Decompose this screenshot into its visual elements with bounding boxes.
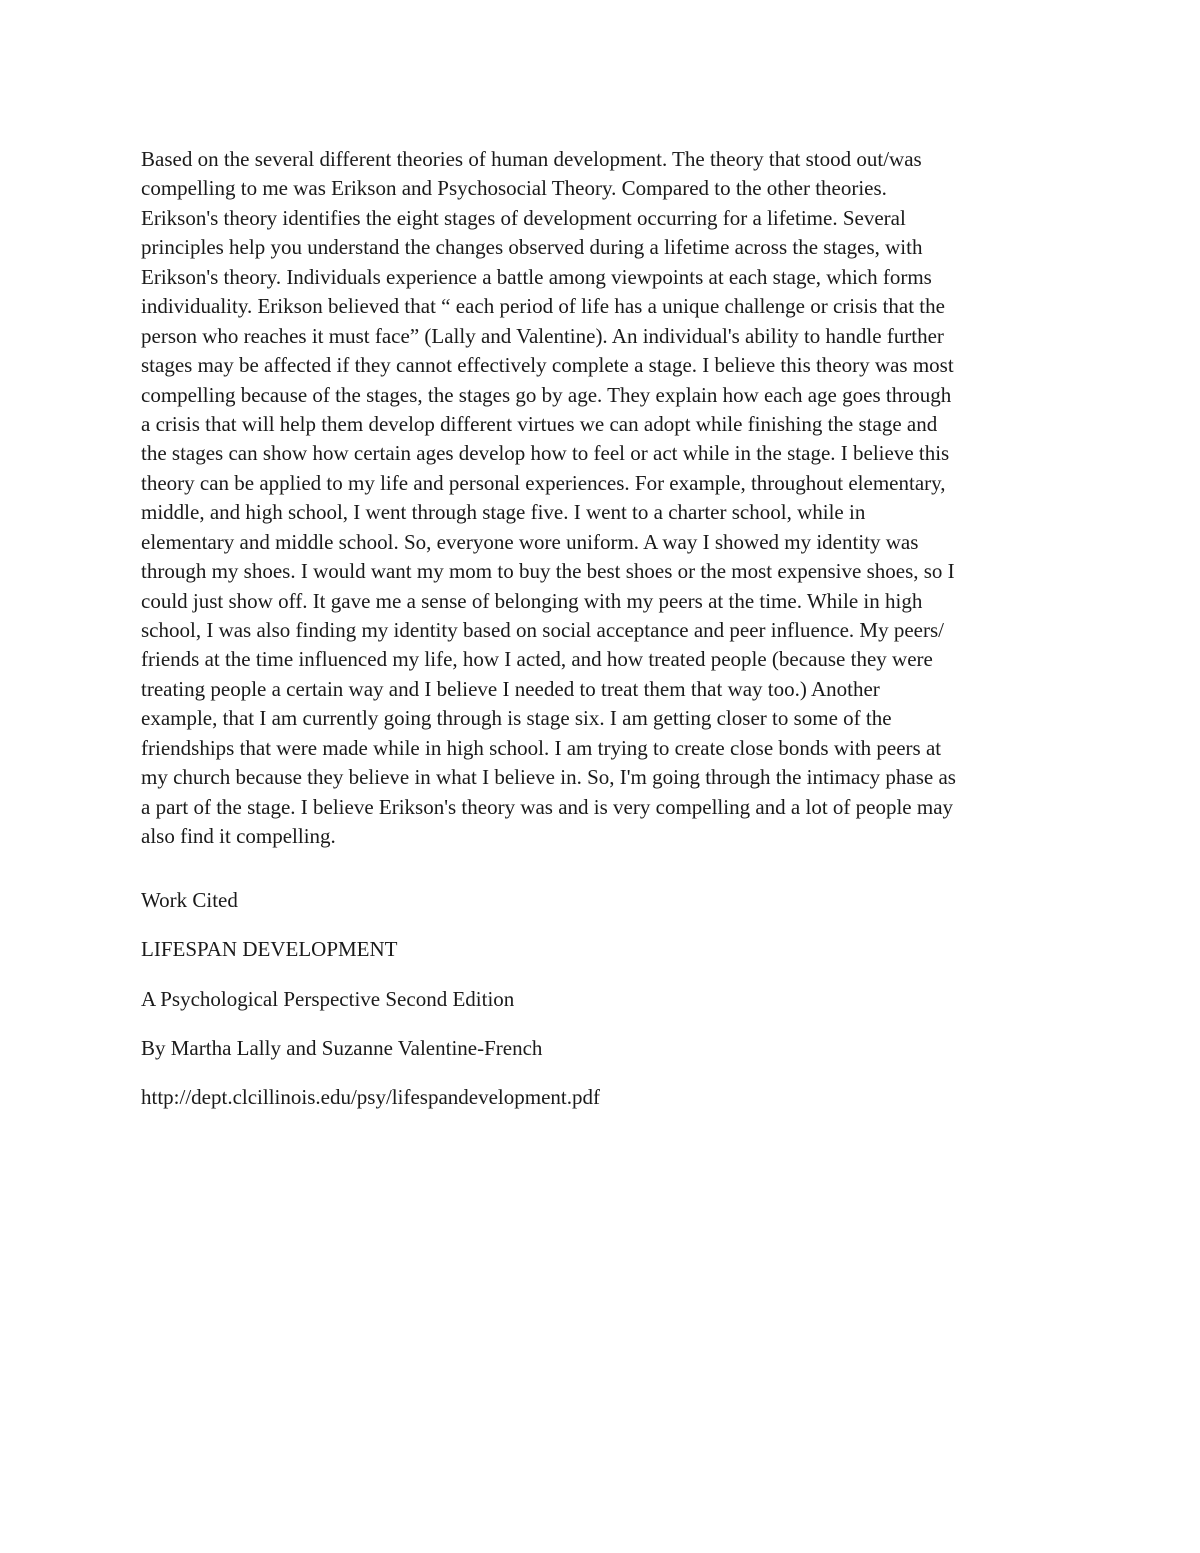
essay-paragraph: [141, 145, 1061, 852]
paragraph-line: principles help you understand the changes observed during a lifetime across the stages, with: [141, 235, 923, 260]
works-cited-heading: Work Cited: [141, 888, 238, 912]
paragraph-line: friendships that were made while in high school. I am trying to create close bonds with peers at: [141, 735, 942, 760]
paragraph-line: individuality. Erikson believed that “ each period of life has a unique challenge or crisis that the: [141, 294, 945, 319]
paragraph-line: compelling to me was Erikson and Psychosocial Theory. Compared to the other theories.: [141, 176, 887, 201]
paragraph-line: could just show off. It gave me a sense of belonging with my peers at the time. While in high: [141, 588, 923, 613]
paragraph-line: a crisis that will help them develop different virtues we can adopt while finishing the stage and: [141, 411, 938, 436]
paragraph-line: treating people a certain way and I believe I needed to treat them that way too.) Another: [141, 676, 880, 701]
paragraph-line: also find it compelling.: [141, 824, 336, 849]
paragraph-line: stages may be affected if they cannot effectively complete a stage. I believe this theory was most: [141, 353, 954, 378]
paragraph-line: through my shoes. I would want my mom to buy the best shoes or the most expensive shoes, so I: [141, 559, 955, 584]
paragraph-line: Based on the several different theories of human development. The theory that stood out/was: [141, 147, 922, 171]
paragraph-line: the stages can show how certain ages develop how to feel or act while in the stage. I believe this: [141, 441, 950, 466]
paragraph-line: theory can be applied to my life and personal experiences. For example, throughout elementary,: [141, 470, 946, 495]
paragraph-line: my church because they believe in what I believe in. So, I'm going through the intimacy phase as: [141, 765, 956, 790]
paragraph-line: a part of the stage. I believe Erikson's theory was and is very compelling and a lot of people may: [141, 794, 954, 819]
paragraph-line: person who reaches it must face” (Lally and Valentine). An individual's ability to handle further: [141, 323, 944, 348]
paragraph-line: example, that I am currently going through is stage six. I am getting closer to some of the: [141, 706, 892, 731]
paragraph-line: middle, and high school, I went through stage five. I went to a charter school, while in: [141, 500, 866, 525]
paragraph-line: elementary and middle school. So, everyone wore uniform. A way I showed my identity was: [141, 529, 919, 554]
paragraph-line: school, I was also finding my identity based on social acceptance and peer influence. My peers/: [141, 618, 944, 642]
citation-authors: By Martha Lally and Suzanne Valentine-French: [141, 1036, 543, 1060]
citation-url: http://dept.clcillinois.edu/psy/lifespandevelopment.pdf: [141, 1085, 600, 1109]
paragraph-line: Erikson's theory identifies the eight stages of development occurring for a lifetime. Several: [141, 205, 906, 230]
paragraph-line: Erikson's theory. Individuals experience a battle among viewpoints at each stage, which forms: [141, 264, 932, 289]
citation-book-title: LIFESPAN DEVELOPMENT: [141, 937, 398, 961]
citation-subtitle: A Psychological Perspective Second Edition: [141, 987, 515, 1011]
paragraph-line: friends at the time influenced my life, how I acted, and how treated people (because they were: [141, 647, 933, 672]
paragraph-line: compelling because of the stages, the stages go by age. They explain how each age goes through: [141, 382, 952, 407]
